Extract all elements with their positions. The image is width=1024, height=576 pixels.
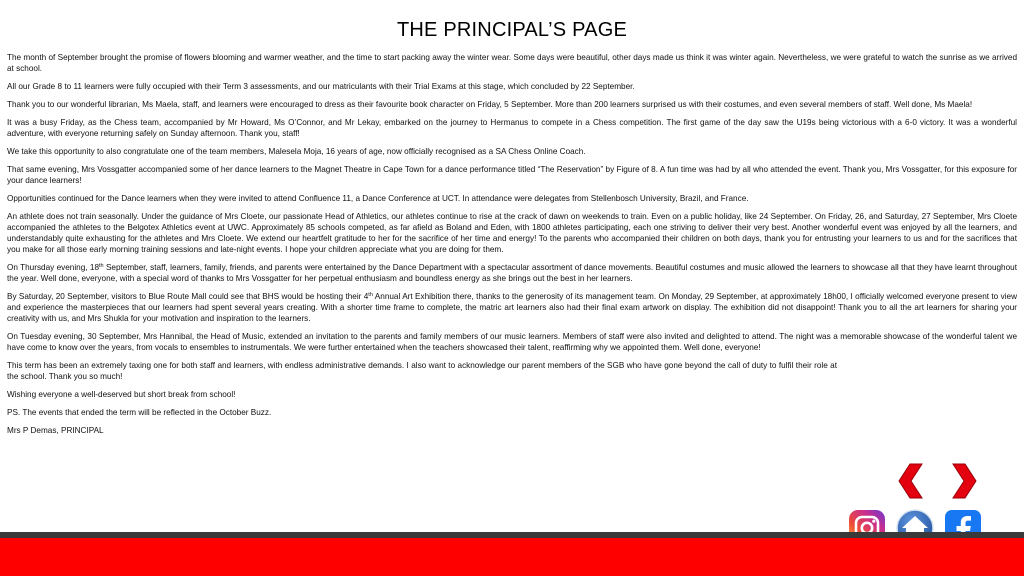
previous-page-button[interactable] [896, 462, 928, 500]
next-page-button[interactable] [947, 462, 979, 500]
paragraph-dance-conference: Opportunities continued for the Dance learners when they were invited to attend Confluence 11, a Dance Conference at UCT. In attendance were delegates from Stellenbosch University, Brazil, and France. [7, 194, 749, 203]
paragraph-magnet-theatre: That same evening, Mrs Vossgatter accompanied some of her dance learners to the Magnet Theatre in Cape Town for a dance performance titled “The Reservation” by Figure of 8. A fun time was had by all who attended the event. Thank you, Mrs Vossgatter, for this exposure for your dance learners! [7, 165, 1017, 185]
paragraph-art-exhibition: By Saturday, 20 September, visitors to Blue Route Mall could see that BHS would be hosting their 4th Annual Art Exhibition there, thanks to the generosity of its management team. On Monday, 29 September, at approximately 18h00, I officially welcomed everyone present to view and experience the masterpieces that our learners had spent several years creating. With a shorter time frame to complete, the matric art learners also had their final exam artwork on display. The exhibition did not disappoint! Thank you to all the art learners for sharing your creativity with us, and Mrs Shukla for your motivation and inspiration to the learners. [7, 292, 1017, 323]
paragraph-wishes: Wishing everyone a well-deserved but short break from school! [7, 390, 236, 399]
paragraph-athletics: An athlete does not train seasonally. Under the guidance of Mrs Cloete, our passionate Head of Athletics, our athletes continue to rise at the crack of dawn on weekends to train. Even on a public holiday, like 24 September. On Friday, 26, and Saturday, 27 September, Mrs Cloete accompanied the athletes to the Belgotex Athletics event at UWC. Approximately 85 schools competed, as far afield as Boland and Eden, with 1800 athletes participating, each one striving to deliver their very best. Another wonderful event was enjoyed by all the learners, and understandably quite exhausting for the athletes and Mrs Cloete. We extend our heartfelt gratitude to her for the sacrifice of her time and energy! To the parents who accompanied their children on both days, thank you for entrusting your learners to us and for the sacrifices that you make for all those early morning training sessions and late-night events. I hope your children appreciate what you are doing for them. [7, 212, 1017, 254]
paragraph-librarian: Thank you to our wonderful librarian, Ms Maela, staff, and learners were encouraged to dress as their favourite book character on Friday, 5 September. More than 200 learners surprised us with their costumes, and even several members of staff. Well done, Ms Maela! [7, 100, 973, 109]
paragraph-chess-coach: We take this opportunity to also congratulate one of the team members, Malesela Moja, 16 years of age, now officially recognised as a SA Chess Online Coach. [7, 147, 586, 156]
paragraph-ps: PS. The events that ended the term will be reflected in the October Buzz. [7, 408, 272, 417]
paragraph-dance-evening: On Thursday evening, 18th September, staff, learners, family, friends, and parents were entertained by the Dance Department with a spectacular assortment of dance movements. Beautiful costumes and music allowed the learners to showcase all that they have learnt throughout the year. Well done, everyone, with a special word of thanks to Mrs Vossgatter for her perpetual enthusiasm and boundless energy as she brings out the best in her learners. [7, 263, 1017, 283]
paragraph-chess: It was a busy Friday, as the Chess team, accompanied by Mr Howard, Ms O’Connor, and Mr Lekay, embarked on the journey to Hermanus to compete in a Chess competition. The first game of the day saw the U19s being victorious with a 6-0 victory. It was a wonderful adventure, with everyone returning safely on Sunday afternoon. Thank you, staff! [7, 118, 1017, 138]
paragraph-assessments: All our Grade 8 to 11 learners were fully occupied with their Term 3 assessments, and our matriculants with their Trial Exams at this stage, which concluded by 22 September. [7, 82, 635, 91]
paragraph-september-intro: The month of September brought the promise of flowers blooming and warmer weather, and the time to start packing away the winter wear. Some days were beautiful, other days made us think it was winter again. Nevertheless, we were grateful to watch the sunrise as we arrived at school. [7, 53, 1017, 73]
article-body [7, 52, 1017, 443]
signature-line: Mrs P Demas, PRINCIPAL [7, 426, 104, 435]
paragraph-music: On Tuesday evening, 30 September, Mrs Hannibal, the Head of Music, extended an invitation to the parents and family members of our music learners. Members of staff were also invited and delighted to attend. The night was a memorable showcase of the wonderful talent we have come to know over the years, from vocals to ensembles to instrumentals. We were further entertained when the teachers showcased their talent, reaffirming why we appointed them. Well done, everyone! [7, 332, 1017, 352]
chevron-left-icon [896, 462, 928, 500]
chevron-right-icon [947, 462, 979, 500]
page-title: THE PRINCIPAL’S PAGE [397, 19, 627, 41]
footer-band [0, 538, 1024, 576]
paragraph-term-summary: This term has been an extremely taxing one for both staff and learners, with endless administrative demands. I also want to acknowledge our parent members of the SGB who have gone beyond the call of duty to fulfil their role at the school. Thank you so much! [7, 361, 837, 381]
